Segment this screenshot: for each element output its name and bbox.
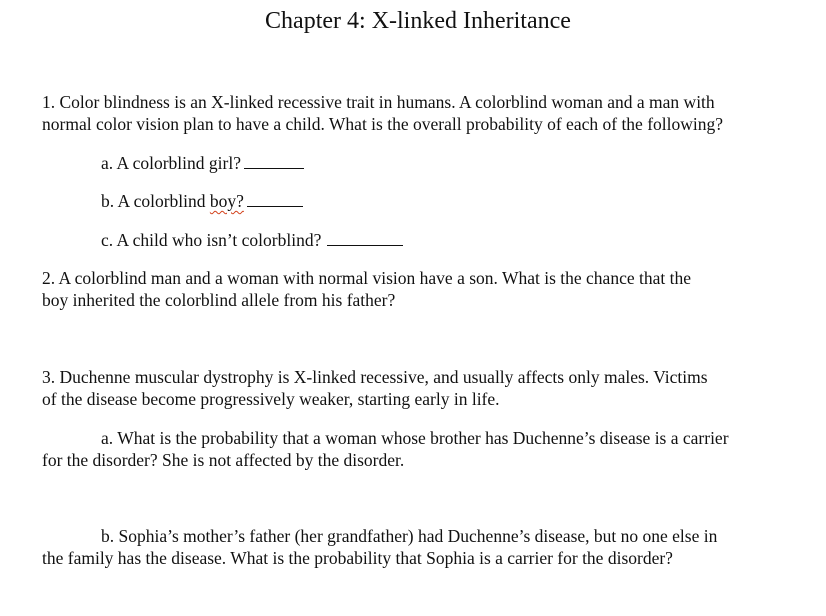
q3-text-line-2: of the disease become progressively weaker, starting early in life.: [42, 389, 500, 409]
q1-part-b-text: b. A colorblind: [101, 191, 210, 211]
q3-part-b-line-1: b. Sophia’s mother’s father (her grandfather) had Duchenne’s disease, but no one else in: [101, 526, 718, 546]
q3-part-a-line-2: for the disorder? She is not affected by the disorder.: [42, 450, 405, 470]
q1-part-b-spellcheck-flagged-word[interactable]: boy?: [209, 191, 244, 211]
q1-text-line-1: 1. Color blindness is an X-linked recessive trait in humans. A colorblind woman and a man with: [42, 92, 715, 112]
q1-part-a-text: a. A colorblind girl?: [101, 153, 241, 173]
q1-part-b: [101, 190, 303, 212]
q1-part-b-answer-blank[interactable]: [247, 192, 303, 207]
page-title: Chapter 4: X-linked Inheritance: [265, 8, 571, 34]
q1-part-c-answer-blank[interactable]: [327, 231, 403, 246]
q3-part-b-line-2: the family has the disease. What is the probability that Sophia is a carrier for the disorder?: [42, 548, 673, 568]
q1-part-c-text: c. A child who isn’t colorblind?: [101, 230, 322, 250]
q1-text-line-2: normal color vision plan to have a child. What is the overall probability of each of the following?: [42, 114, 724, 134]
q1-part-a-answer-blank[interactable]: [244, 154, 304, 169]
q2-text-line-1: 2. A colorblind man and a woman with normal vision have a son. What is the chance that the: [42, 268, 691, 288]
q2-text-line-2: boy inherited the colorblind allele from his father?: [42, 290, 396, 310]
q1-part-a: [101, 152, 304, 174]
q1-part-c: [101, 229, 403, 251]
q3-part-a-line-1: a. What is the probability that a woman whose brother has Duchenne’s disease is a carrier: [101, 428, 729, 448]
q3-text-line-1: 3. Duchenne muscular dystrophy is X-linked recessive, and usually affects only males. Victims: [42, 367, 708, 387]
